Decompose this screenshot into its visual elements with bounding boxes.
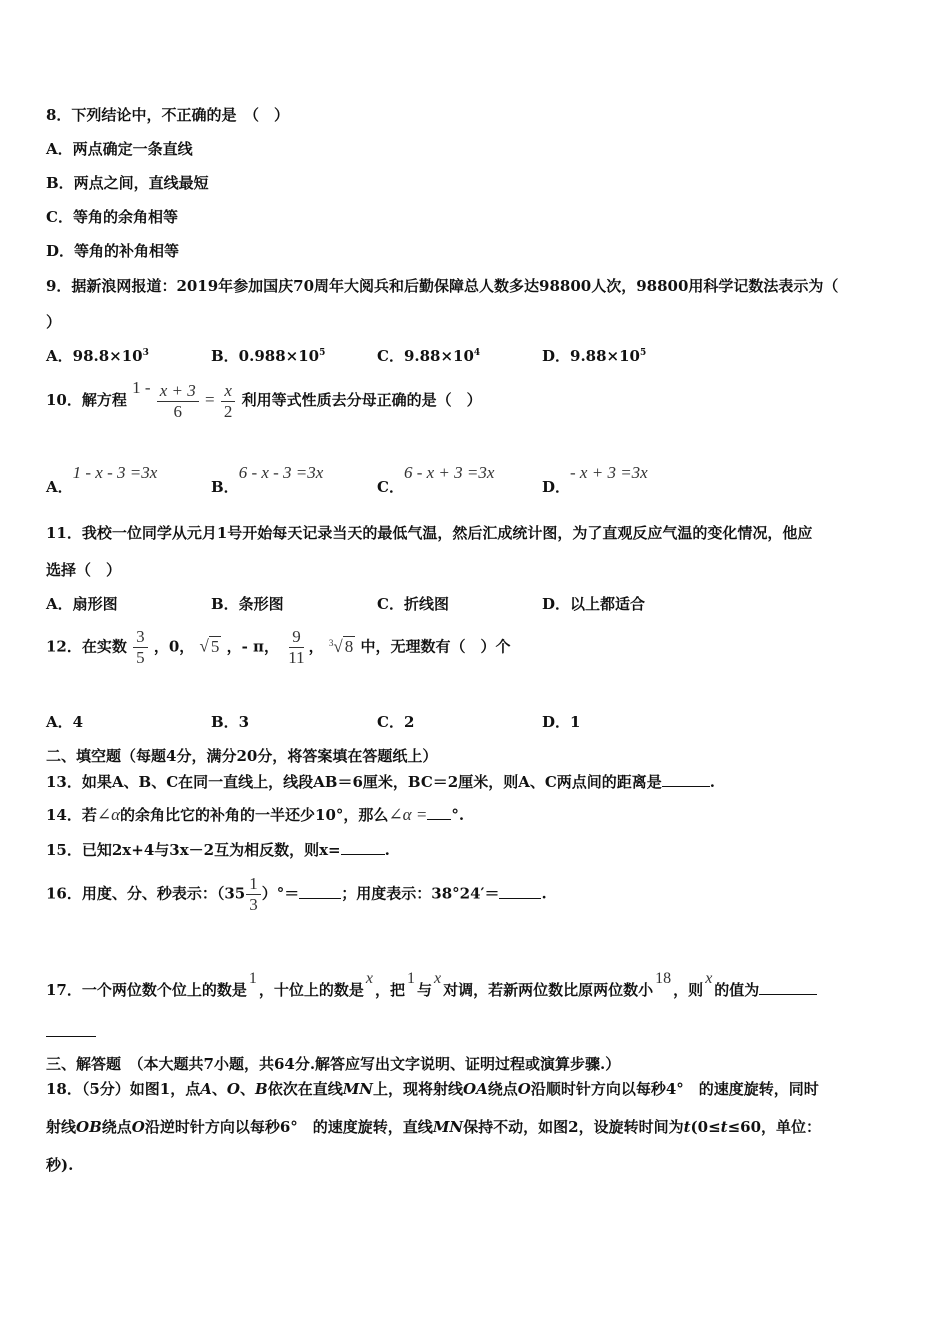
q8-option-b: B．两点之间，直线最短 [46, 174, 209, 192]
q11-option-d: D．以上都适合 [542, 595, 646, 613]
q11-option-c: C．折线图 [377, 595, 449, 613]
section-2-heading: 二、填空题（每题4分，满分20分，将答案填在答题纸上） [46, 747, 438, 765]
q13: 13．如果A、B、C在同一直线上，线段AB＝6厘米，BC＝2厘米，则A、C两点间的距离是 . [46, 773, 716, 791]
q8-option-d: D．等角的补角相等 [46, 242, 180, 260]
q10-eq-left: 1 - [132, 378, 151, 397]
q17-answer-blank[interactable] [759, 980, 817, 995]
q10-option-d: D．- x + 3 =3x [542, 463, 648, 496]
q9-stem-end: ） [46, 313, 62, 331]
q16-fraction-1-3: $\frac{1}{3}$ [246, 874, 261, 915]
q9-stem: 9．据新浪网报道：2019年参加国庆70周年大阅兵和后勤保障总人数多达98800人次，98800用科学记数法表示为（ [46, 277, 839, 295]
q18-line-3: 秒). [46, 1156, 74, 1174]
q12-option-b: B．3 [211, 713, 250, 731]
q18-line-2: 射线OB绕点O沿逆时针方向以每秒6° 的速度旋转，直线MN保持不动，如图2，设旋转时间为t(0≤t≤60，单位： [46, 1118, 822, 1136]
q10-option-b: B．6 - x - 3 =3x [211, 463, 324, 496]
q11-stem-end: 选择（ ） [46, 561, 122, 579]
q12-fraction-9-11: $\frac{9}{11}$ [288, 627, 305, 667]
q10-stem: 10．解方程 1 - $\frac{x + 3}{6}$ = $\frac{x}{2}$ 利用等式性质去分母正确的是（ ） [46, 378, 482, 421]
q8-option-c: C．等角的余角相等 [46, 208, 178, 226]
q14: 14．若∠α的余角比它的补角的一半还少10°，那么∠α = °. [46, 805, 465, 824]
q9-option-c: C．$9.88\times 10^4$ [377, 347, 481, 365]
q10-fraction-2: $\frac{x}{2}$ [221, 381, 236, 422]
q14-answer-blank[interactable] [427, 805, 451, 820]
q8-stem: 8．下列结论中，不正确的是 （ ） [46, 106, 289, 124]
q16: 16．用度、分、秒表示：（35 $\frac{1}{3}$ ）°＝ ；用度表示：38°24′＝ . [46, 874, 547, 914]
q12-cbrt-8: $^3$√ 8 [328, 636, 354, 656]
q9-option-a: A．$98.8\times 10^3$ [46, 347, 149, 365]
q11-option-b: B．条形图 [211, 595, 284, 613]
q8-option-a: A．两点确定一条直线 [46, 140, 193, 158]
q12-option-d: D．1 [542, 713, 581, 731]
q10-fraction-1: $\frac{x + 3}{6}$ [157, 381, 199, 422]
q17: 17．一个两位数个位上的数是1，十位上的数是x，把1与x对调，若新两位数比原两位数小18，则x的值为 [46, 970, 817, 1000]
q17-blank-continued [46, 1022, 96, 1041]
q16-answer-blank-2[interactable] [499, 884, 541, 899]
q11-option-a: A．扇形图 [46, 595, 118, 613]
q16-answer-blank-1[interactable] [299, 884, 341, 899]
q10-option-c: C．6 - x + 3 =3x [377, 463, 495, 496]
q9-option-b: B．$0.988\times 10^5$ [211, 347, 326, 365]
q12-stem: 12．在实数 $\frac{3}{5}$ ，0， √ 5 ，- π， $\frac{9}{11}$ ， $^3$√ 8 中，无理数有（ ）个 [46, 627, 511, 667]
q13-answer-blank[interactable] [662, 772, 710, 787]
q18-line-1: 18．（5分）如图1，点A、O、B依次在直线MN上，现将射线OA绕点O沿顺时针方向以每秒4° 的速度旋转，同时 [46, 1080, 819, 1098]
q15-answer-blank[interactable] [341, 840, 385, 855]
q12-fraction-3-5: $\frac{3}{5}$ [133, 627, 148, 668]
q10-option-a: A．1 - x - 3 =3x [46, 463, 158, 496]
q9-option-d: D．$9.88\times 10^5$ [542, 347, 647, 365]
q11-stem: 11．我校一位同学从元月1号开始每天记录当天的最低气温，然后汇成统计图，为了直观反应气温的变化情况，他应 [46, 524, 813, 542]
q12-option-c: C．2 [377, 713, 415, 731]
q12-sqrt-5: √ 5 [199, 636, 220, 656]
q15: 15．已知2x+4与3x－2互为相反数，则x= . [46, 841, 390, 859]
q12-option-a: A．4 [46, 713, 84, 731]
section-3-heading: 三、解答题 （本大题共7小题，共64分.解答应写出文字说明、证明过程或演算步骤.） [46, 1055, 621, 1073]
